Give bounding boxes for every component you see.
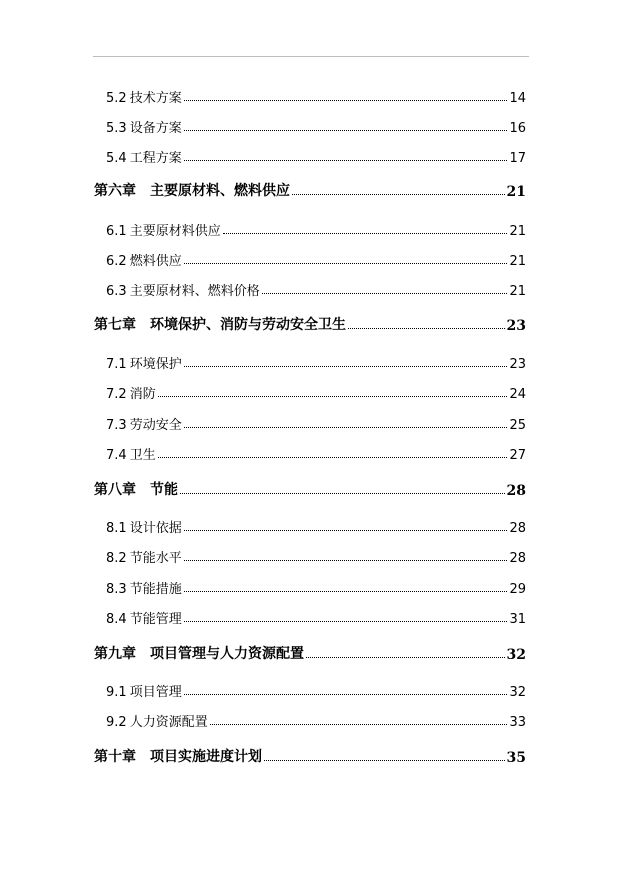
toc-entry-number: 8.4	[106, 612, 127, 627]
toc-entry[interactable]	[106, 380, 526, 402]
toc-chapter-number: 第六章	[94, 183, 136, 199]
toc-entry-page: 28	[509, 551, 526, 566]
toc-entry-number: 7.1	[106, 357, 127, 372]
toc-entry[interactable]	[106, 441, 526, 463]
toc-entry-page: 32	[509, 685, 526, 700]
toc-chapter-number: 第九章	[94, 646, 136, 662]
toc-entry-number: 9.1	[106, 685, 127, 700]
dot-leader	[306, 657, 505, 658]
toc-entry-number: 7.2	[106, 387, 127, 402]
toc-chapter-title: 主要原材料、燃料供应	[150, 183, 290, 199]
dot-leader	[292, 194, 505, 195]
toc-entry[interactable]	[106, 514, 526, 536]
toc-chapter-number: 第七章	[94, 317, 136, 333]
toc-entry-page: 21	[509, 224, 526, 239]
toc-chapter-title: 项目管理与人力资源配置	[150, 646, 304, 662]
toc-chapter-entry[interactable]	[94, 744, 526, 766]
toc-entry-title: 工程方案	[129, 151, 182, 166]
dot-leader	[158, 457, 508, 458]
toc-entry[interactable]	[106, 350, 526, 372]
toc-chapter-entry[interactable]	[94, 477, 526, 499]
toc-entry-number: 8.1	[106, 521, 127, 536]
dot-leader	[184, 560, 508, 561]
toc-chapter-number: 第八章	[94, 482, 136, 498]
toc-entry-title: 设备方案	[129, 121, 182, 136]
toc-entry-number: 5.3	[106, 121, 127, 136]
toc-chapter-title: 节能	[150, 482, 178, 498]
toc-chapter-title: 项目实施进度计划	[150, 749, 262, 765]
toc-entry-title: 节能水平	[129, 551, 182, 566]
toc-chapter-page: 21	[506, 184, 526, 200]
toc-entry[interactable]	[106, 217, 526, 239]
toc-entry-number: 7.4	[106, 448, 127, 463]
toc-chapter-page: 32	[506, 647, 526, 663]
toc-entry[interactable]	[106, 144, 526, 166]
dot-leader	[184, 263, 508, 264]
toc-entry-title: 卫生	[129, 448, 156, 463]
toc-entry-title: 主要原材料供应	[129, 224, 221, 239]
toc-entry-title: 主要原材料、燃料价格	[129, 284, 260, 299]
dot-leader	[184, 366, 508, 367]
dot-leader	[184, 100, 508, 101]
toc-chapter-page: 23	[506, 318, 526, 334]
dot-leader	[184, 694, 508, 695]
toc-entry-number: 7.3	[106, 418, 127, 433]
toc-entry[interactable]	[106, 678, 526, 700]
dot-leader	[184, 530, 508, 531]
toc-entry[interactable]	[106, 708, 526, 730]
toc-entry[interactable]	[106, 544, 526, 566]
toc-entry-title: 环境保护	[129, 357, 182, 372]
toc-entry-page: 14	[509, 91, 526, 106]
dot-leader	[348, 328, 505, 329]
dot-leader	[184, 160, 508, 161]
toc-entry[interactable]	[106, 605, 526, 627]
toc-chapter-title: 环境保护、消防与劳动安全卫生	[150, 317, 346, 333]
toc-entry[interactable]	[106, 411, 526, 433]
dot-leader	[264, 760, 505, 761]
toc-chapter-number: 第十章	[94, 749, 136, 765]
toc-entry-title: 劳动安全	[129, 418, 182, 433]
toc-entry-page: 24	[509, 387, 526, 402]
toc-entry[interactable]	[106, 277, 526, 299]
toc-entry[interactable]	[106, 114, 526, 136]
dot-leader	[223, 233, 508, 234]
toc-chapter-page: 35	[506, 750, 526, 766]
toc-entry-page: 16	[509, 121, 526, 136]
dot-leader	[184, 427, 508, 428]
toc-entry-page: 27	[509, 448, 526, 463]
toc-entry-page: 23	[509, 357, 526, 372]
header-rule	[93, 56, 529, 57]
toc-entry-number: 5.2	[106, 91, 127, 106]
toc-entry[interactable]	[106, 247, 526, 269]
toc-entry-number: 8.2	[106, 551, 127, 566]
toc-chapter-entry[interactable]	[94, 178, 526, 200]
toc-entry[interactable]	[106, 575, 526, 597]
toc-entry-number: 6.1	[106, 224, 127, 239]
toc-entry-title: 技术方案	[129, 91, 182, 106]
dot-leader	[158, 396, 508, 397]
toc-entry-title: 消防	[129, 387, 156, 402]
toc-entry-title: 节能措施	[129, 582, 182, 597]
toc-entry-page: 17	[509, 151, 526, 166]
toc-entry-number: 5.4	[106, 151, 127, 166]
toc-entry-title: 人力资源配置	[129, 715, 208, 730]
toc-entry-number: 6.3	[106, 284, 127, 299]
toc-entry-number: 6.2	[106, 254, 127, 269]
dot-leader	[210, 724, 508, 725]
toc-entry-page: 31	[509, 612, 526, 627]
toc-entry-page: 25	[509, 418, 526, 433]
toc-entry-title: 设计依据	[129, 521, 182, 536]
toc-chapter-page: 28	[506, 483, 526, 499]
toc-entry-title: 节能管理	[129, 612, 182, 627]
toc-entry-number: 9.2	[106, 715, 127, 730]
dot-leader	[184, 591, 508, 592]
dot-leader	[262, 293, 508, 294]
toc-chapter-entry[interactable]	[94, 312, 526, 334]
dot-leader	[180, 493, 505, 494]
toc-entry-page: 21	[509, 254, 526, 269]
toc-entry-title: 燃料供应	[129, 254, 182, 269]
dot-leader	[184, 130, 508, 131]
toc-chapter-entry[interactable]	[94, 641, 526, 663]
toc-entry-title: 项目管理	[129, 685, 182, 700]
toc-entry-page: 33	[509, 715, 526, 730]
toc-entry-page: 28	[509, 521, 526, 536]
toc-entry-page: 29	[509, 582, 526, 597]
toc-entry-number: 8.3	[106, 582, 127, 597]
toc-entry[interactable]	[106, 84, 526, 106]
toc-entry-page: 21	[509, 284, 526, 299]
dot-leader	[184, 621, 508, 622]
